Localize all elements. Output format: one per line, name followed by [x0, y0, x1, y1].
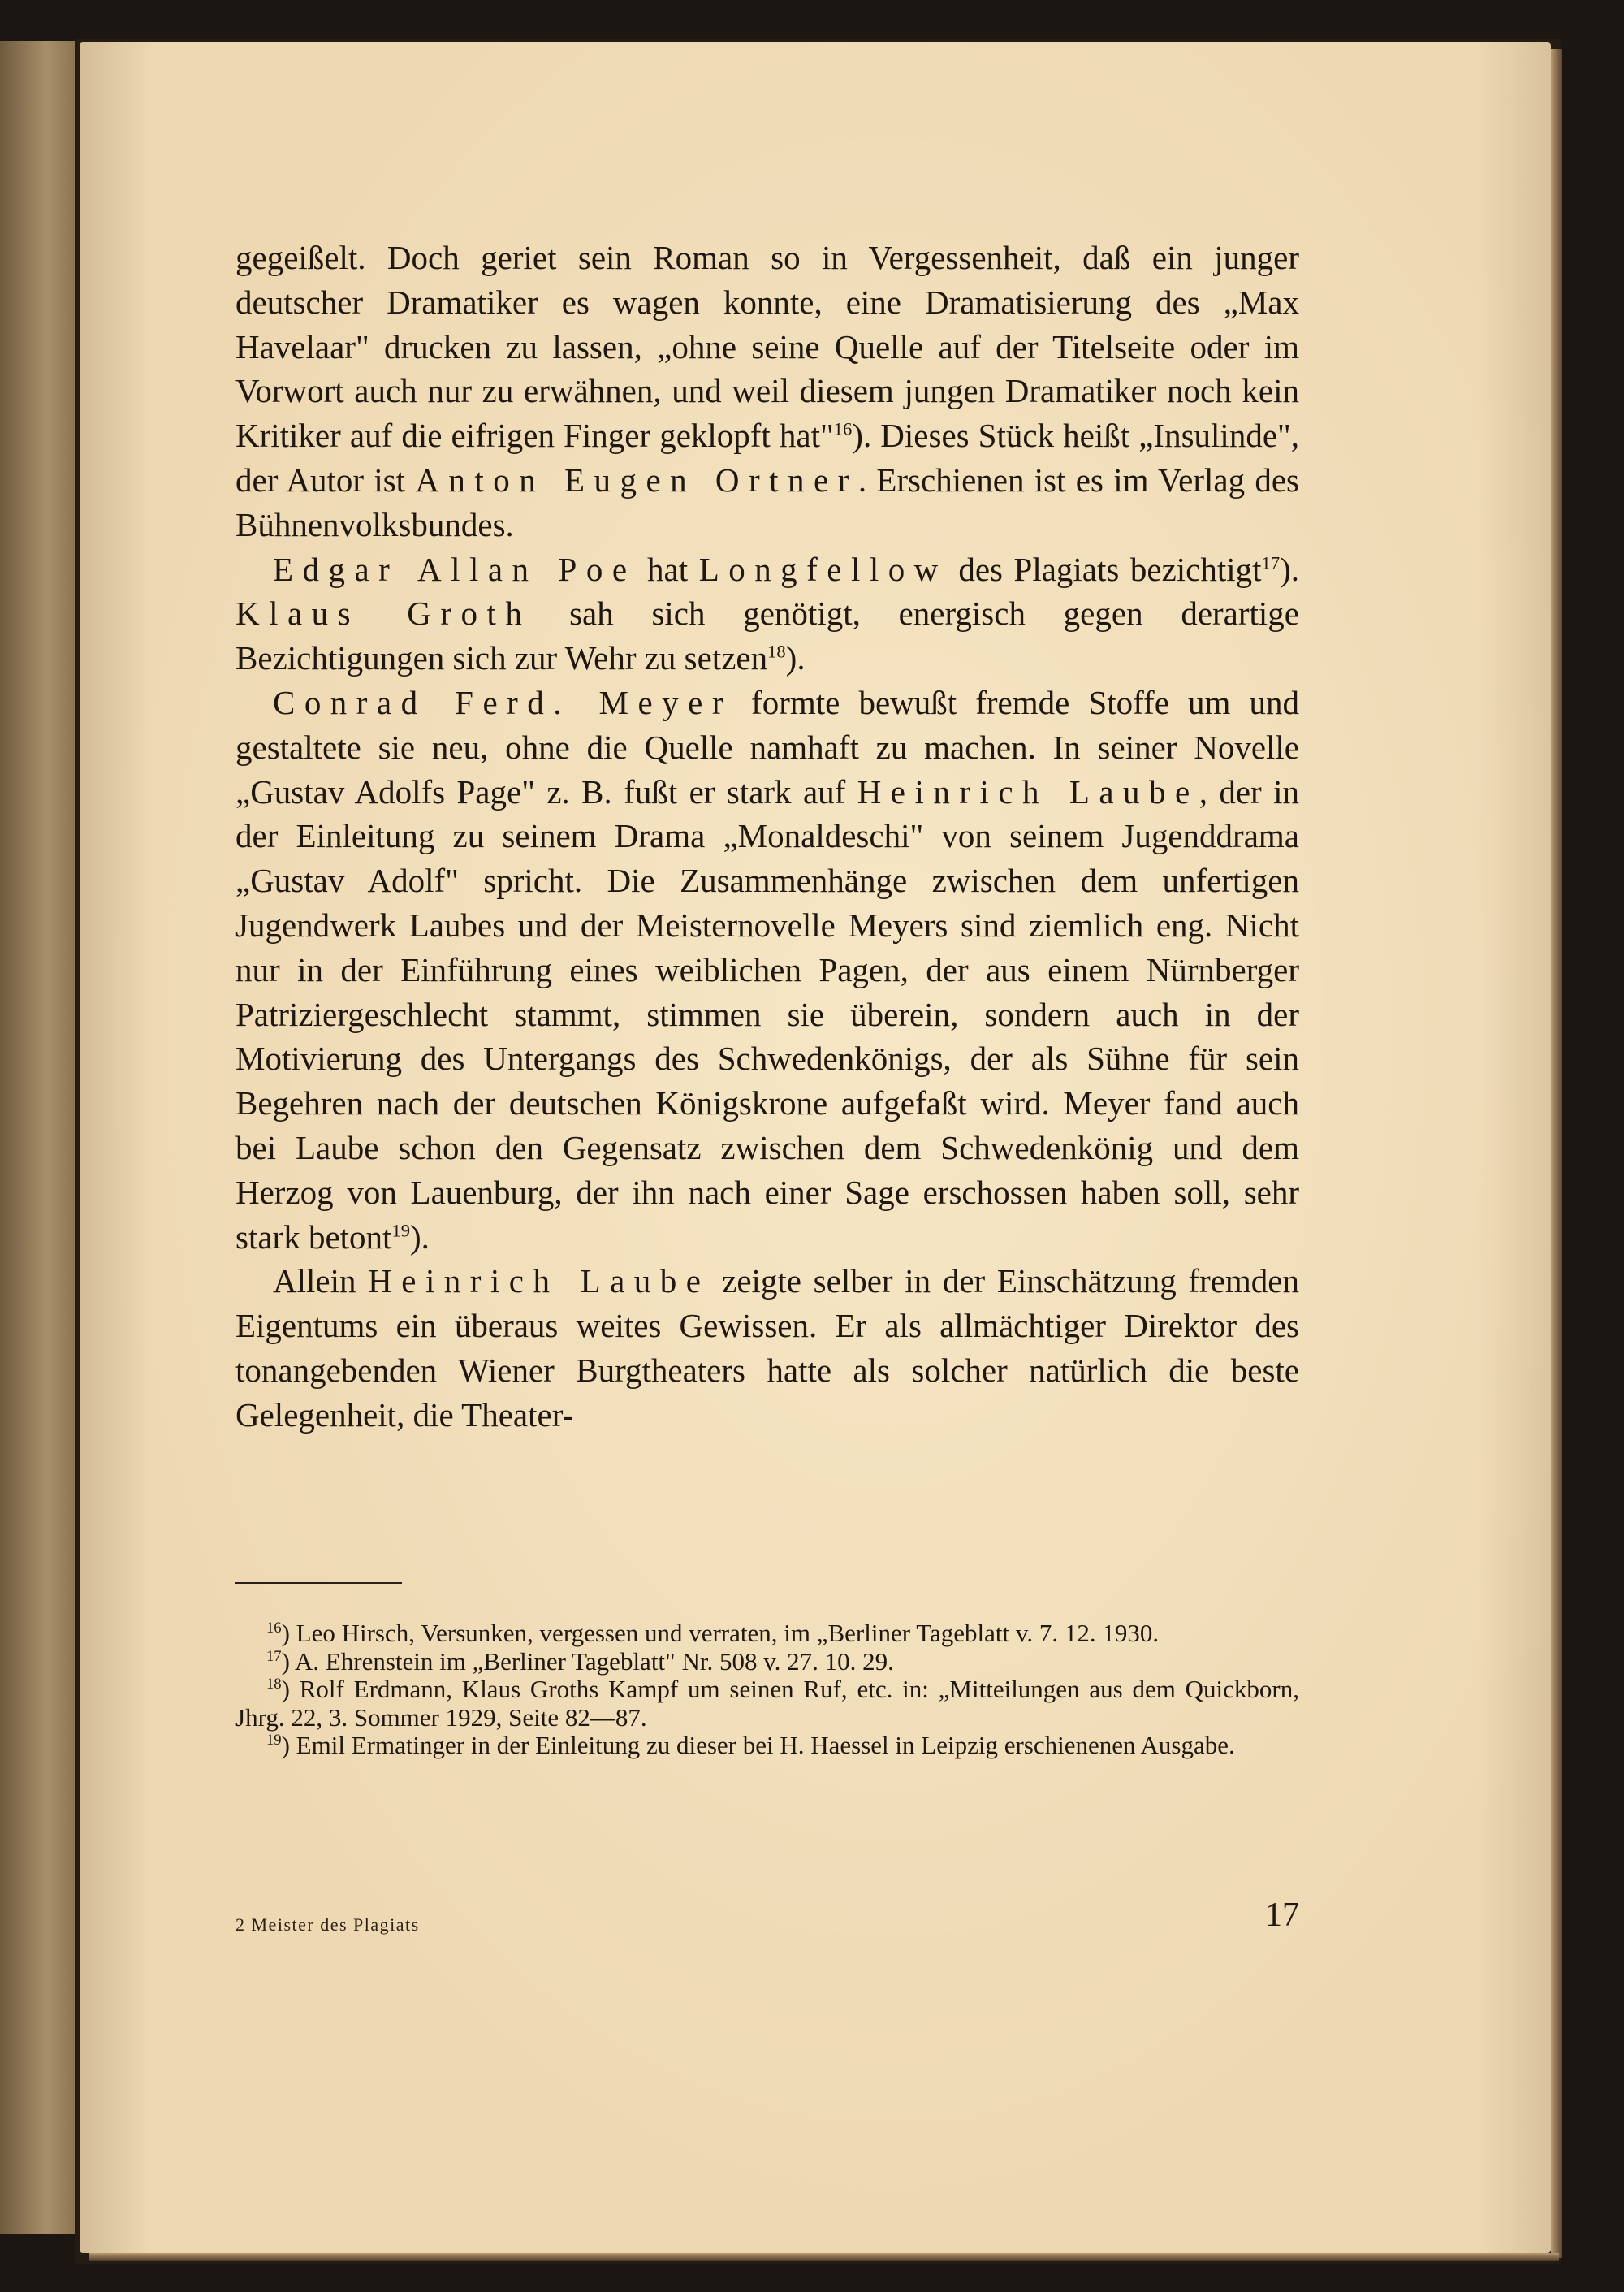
spaced-name: Longfellow: [698, 550, 948, 588]
printer-signature: 2 Meister des Plagiats: [235, 1914, 420, 1935]
spaced-name: Heinrich Laube: [368, 1262, 710, 1300]
footnote-reference: 16: [833, 418, 853, 439]
text-run: ).: [409, 1217, 430, 1256]
text-run: , der in der Einleitung zu seinem Drama „Monaldeschi" von seinem Jugenddrama „Gustav Adolf" spricht. Die Zusammenhänge zwischen dem unfertigen Jugendwerk Laubes und der Meisternovelle Meyers sind ziemlich eng. Nicht nur in der Einführung eines weiblichen Pagen, der aus einem Nürnberger Patriziergeschlecht stammt, stimmen sie überein, sondern auch in der Motivierung des Untergangs des Schwedenkönigs, der als Sühne für sein Begehren nach der deutschen Königskrone aufgefaßt wird. Meyer fand auch bei Laube schon den Gegensatz zwischen dem Schwedenkönig und dem Herzog von Lauenburg, der ihn nach einer Sage erschossen haben soll, sehr stark betont: [235, 772, 1299, 1256]
footnote-number: 19: [266, 1732, 282, 1749]
body-text: [235, 236, 1299, 1438]
footnote: [235, 1620, 1299, 1648]
footnote-text: ) A. Ehrenstein im „Berliner Tageblatt" Nr. 508 v. 27. 10. 29.: [281, 1646, 894, 1676]
paragraph: [235, 236, 1299, 547]
spaced-name: Conrad Ferd. Meyer: [273, 683, 732, 721]
footnote: [235, 1676, 1299, 1732]
text-run: des Plagiats bezichtigt: [947, 550, 1262, 588]
text-run: ).: [1280, 550, 1299, 588]
footnote-text: ) Emil Ermatinger in der Einleitung zu dieser bei H. Haessel in Leipzig erschienenen Ausgabe.: [281, 1731, 1235, 1760]
spaced-name: Heinrich Laube: [857, 772, 1199, 811]
text-run: zeigte selber in der Einschätzung fremden Eigentums ein überaus weites Gewissen. Er als allmächtiger Direktor des tonangebenden Wiener Burgtheaters hatte als solcher natürlich die beste Gelegenheit, die Theater-: [235, 1262, 1300, 1434]
footnote-reference: 17: [1261, 551, 1281, 573]
page-number: 17: [1265, 1896, 1299, 1934]
previous-page-edge: [0, 41, 80, 2234]
footnote: [235, 1732, 1299, 1760]
footnote: [235, 1648, 1299, 1676]
footnote-number: 17: [266, 1647, 282, 1665]
page-edge-right: [1551, 49, 1562, 2258]
paragraph: [235, 681, 1299, 1259]
text-run: ). Dieses Stück heißt „Insulinde", der Autor ist: [235, 417, 1300, 499]
footnote-text: ) Leo Hirsch, Versunken, vergessen und verraten, im „Berliner Tageblatt v. 7. 12. 1930.: [281, 1619, 1160, 1647]
footnote-text: ) Rolf Erdmann, Klaus Groths Kampf um seinen Ruf, etc. in: „Mitteilungen aus dem Quickborn, Jhrg. 22, 3. Sommer 1929, Seite 82—87.: [235, 1675, 1299, 1732]
footnote-number: 16: [266, 1619, 282, 1637]
text-run: ).: [785, 639, 806, 677]
text-run: gegeißelt. Doch geriet sein Roman so in Vergessenheit, daß ein junger deutscher Dramatiker es wagen konnte, eine Dramatisierung des „Max Havelaar" drucken zu lassen, „ohne seine Quelle auf der Titelseite oder im Vorwort auch nur zu erwähnen, und weil diesem jungen Dramatiker noch kein Kritiker auf die eifrigen Finger geklopft hat": [235, 239, 1299, 455]
text-run: hat: [636, 550, 699, 588]
footnote-rule: [235, 1582, 402, 1584]
text-run: sah sich genötigt, energisch gegen derartige Bezichtigungen sich zur Wehr zu setzen: [235, 595, 1299, 677]
paragraph: [235, 547, 1299, 681]
spaced-name: Edgar Allan Poe: [273, 550, 637, 588]
footnote-number: 18: [266, 1676, 282, 1693]
text-run: . Erschienen ist es im Verlag des Bühnenvolksbundes.: [235, 461, 1300, 543]
footnote-reference: 19: [391, 1219, 410, 1240]
spaced-name: Klaus Groth: [235, 595, 532, 633]
paragraph: [235, 1259, 1299, 1437]
footnote-reference: 18: [767, 641, 786, 662]
spaced-name: Anton Eugen Ortner: [415, 461, 858, 499]
footnotes: [235, 1620, 1299, 1760]
page-edge-bottom: [89, 2253, 1559, 2261]
text-run: Allein: [273, 1262, 369, 1300]
text-run: formte bewußt fremde Stoffe um und gestaltete sie neu, ohne die Quelle namhaft zu machen. In seiner Novelle „Gustav Adolfs Page" z. B. fußt er stark auf: [235, 683, 1299, 811]
